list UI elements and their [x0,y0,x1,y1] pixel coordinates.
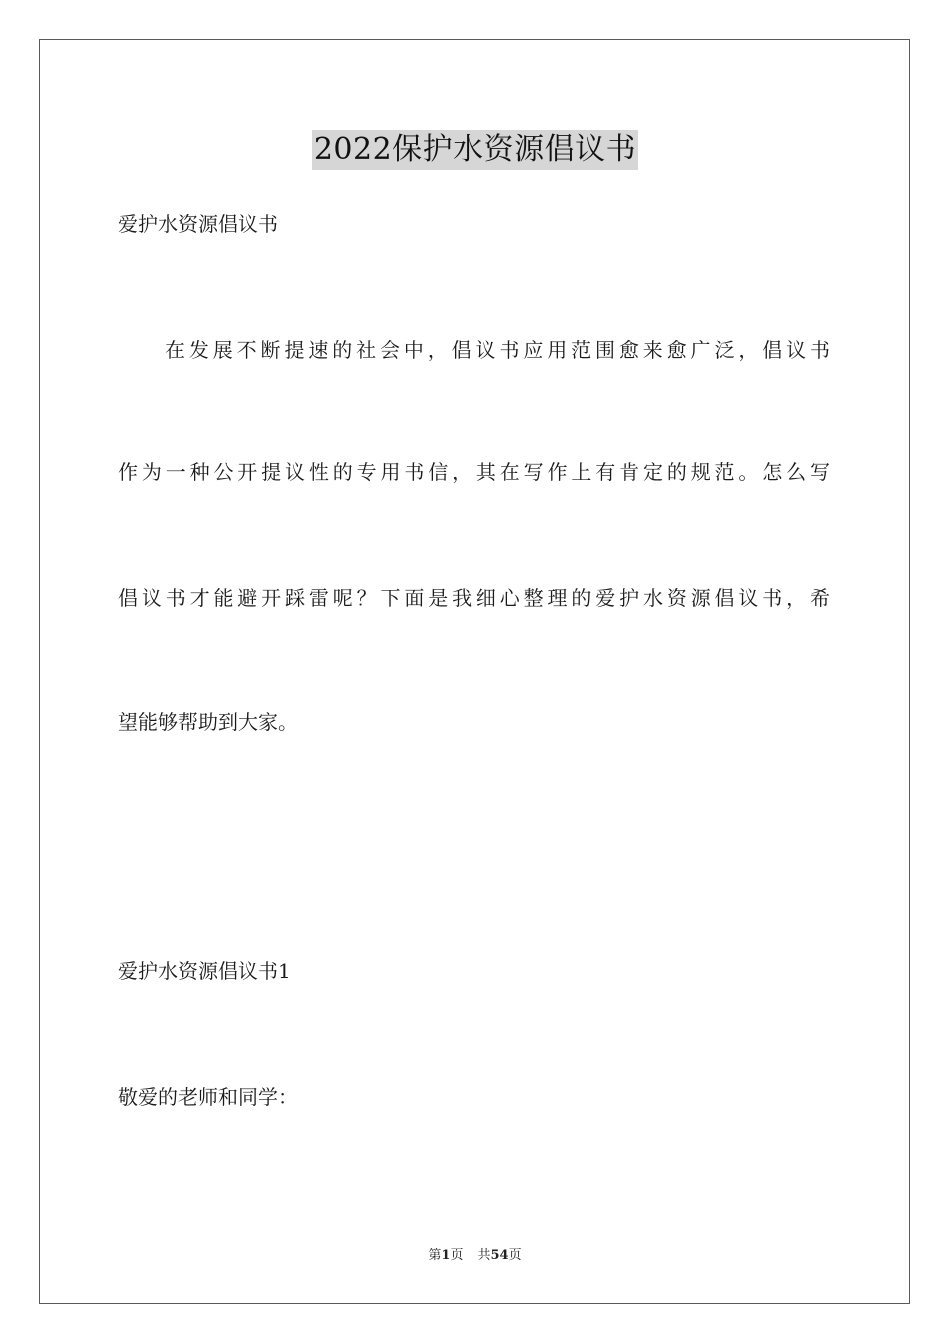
document-title [0,128,950,170]
page-footer [0,1247,950,1265]
section-heading: 爱护水资源倡议书1 [118,959,291,983]
intro-line-3: 倡议书才能避开踩雷呢？下面是我细心整理的爱护水资源倡议书，希 [118,586,830,610]
intro-line-4: 望能够帮助到大家。 [118,710,298,734]
footer-total-suffix: 页 [508,1248,522,1263]
intro-line-1: 在发展不断提速的社会中，倡议书应用范围愈来愈广泛，倡议书 [165,338,830,362]
footer-page-suffix: 页 [450,1248,464,1263]
footer-page-prefix: 第 [428,1248,442,1263]
footer-page-number: 1 [441,1248,451,1263]
document-subtitle: 爱护水资源倡议书 [118,212,278,236]
footer-total-prefix: 共 [477,1248,491,1263]
letter-greeting: 敬爱的老师和同学： [118,1085,298,1109]
intro-line-2: 作为一种公开提议性的专用书信，其在写作上有肯定的规范。怎么写 [118,460,830,484]
footer-total-pages: 54 [490,1248,509,1263]
document-title-text: 2022保护水资源倡议书 [312,130,638,170]
